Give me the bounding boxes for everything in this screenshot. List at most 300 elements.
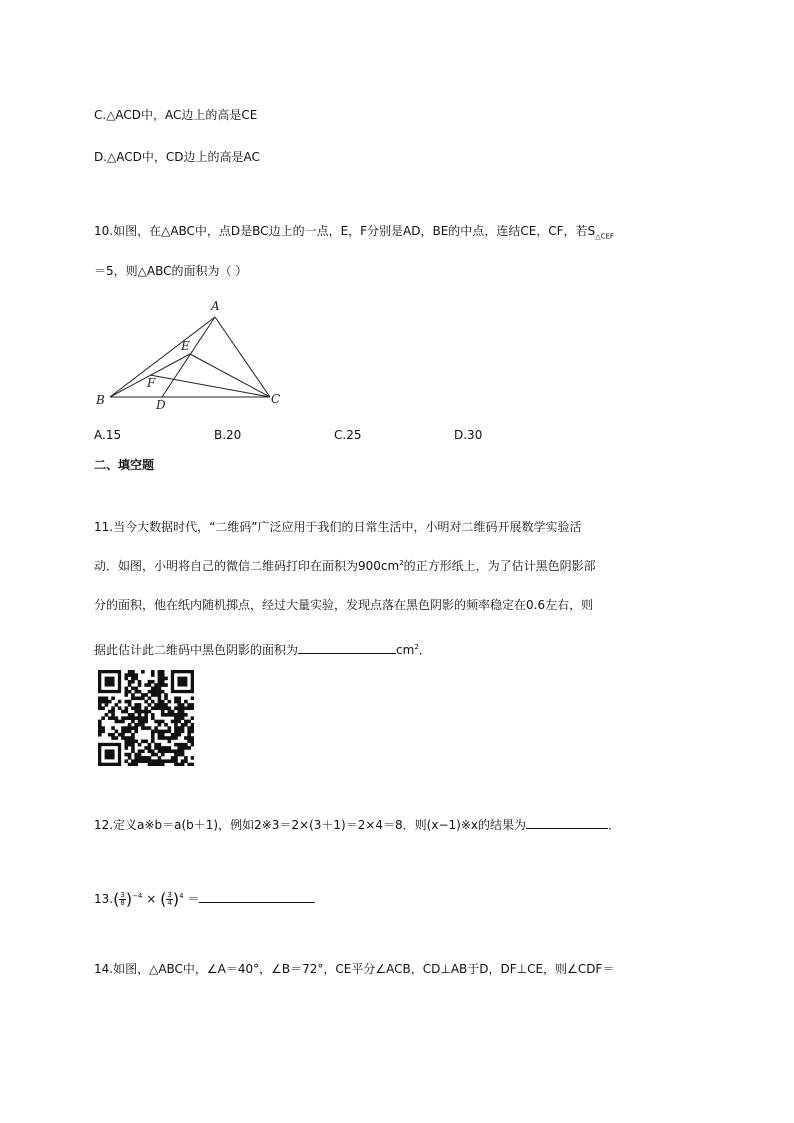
qr-module	[144, 756, 148, 760]
qr-module	[164, 703, 168, 707]
qr-module	[148, 680, 152, 684]
qr-module	[151, 763, 155, 766]
qr-module	[174, 759, 178, 763]
qr-module	[141, 696, 145, 700]
qr-module	[131, 687, 135, 691]
qr-module	[134, 677, 138, 681]
qr-module	[181, 723, 185, 727]
qr-module	[171, 756, 175, 760]
qr-module	[191, 730, 194, 734]
qr-module	[138, 749, 142, 753]
qr-module	[98, 703, 102, 707]
qr-module	[131, 696, 135, 700]
qr-module	[124, 753, 128, 757]
qr-module	[151, 733, 155, 737]
qr-module	[191, 726, 194, 730]
q14-line: 14.如图，△ABC中，∠A＝40°，∠B＝72°，CE平分∠ACB，CD⊥AB于D，DF⊥CE，则∠CDF＝	[94, 962, 615, 976]
qr-module	[168, 736, 172, 740]
option-d: D.△ACD中，CD边上的高是AC	[94, 150, 260, 164]
qr-module	[164, 723, 168, 727]
qr-module	[181, 706, 185, 710]
qr-module	[131, 733, 135, 737]
qr-module	[111, 696, 115, 700]
qr-module	[161, 710, 165, 714]
qr-module	[161, 700, 165, 704]
qr-module	[111, 716, 115, 720]
qr-module	[181, 749, 185, 753]
qr-module	[134, 703, 138, 707]
qr-module	[174, 726, 178, 730]
qr-module	[118, 733, 122, 737]
qr-module	[128, 703, 132, 707]
qr-module	[134, 673, 138, 677]
qr-module	[164, 730, 168, 734]
qr-module	[128, 670, 132, 674]
qr-module	[101, 700, 105, 704]
qr-module	[138, 716, 142, 720]
qr-code-image	[98, 670, 194, 766]
qr-module	[158, 693, 162, 697]
qr-module	[174, 753, 178, 757]
qr-module	[98, 700, 102, 704]
qr-module	[158, 763, 162, 766]
qr-module	[141, 759, 145, 763]
qr-module	[184, 723, 188, 727]
left-paren: (	[160, 889, 167, 909]
qr-module	[138, 713, 142, 717]
qr-module	[101, 696, 105, 700]
qr-module	[144, 740, 148, 744]
qr-module	[161, 673, 165, 677]
qr-module	[131, 740, 135, 744]
q13-line	[94, 887, 315, 909]
qr-module	[158, 680, 162, 684]
qr-module	[128, 753, 132, 757]
q10-line1	[94, 222, 614, 245]
exponent-1: −4	[132, 892, 143, 900]
qr-module	[161, 677, 165, 681]
qr-module	[181, 753, 185, 757]
qr-module	[154, 693, 158, 697]
qr-module	[187, 720, 191, 724]
qr-module	[134, 716, 138, 720]
qr-module	[151, 670, 155, 674]
qr-module	[177, 703, 181, 707]
segment-cf	[150, 375, 270, 397]
qr-module	[148, 690, 152, 694]
qr-module	[115, 730, 119, 734]
q13-prefix: 13.	[94, 892, 114, 906]
qr-module	[161, 730, 165, 734]
q11-line2-b: 的正方形纸上，为了估计黑色阴影部	[403, 559, 596, 573]
qr-module	[151, 700, 155, 704]
qr-module	[174, 696, 178, 700]
qr-module	[154, 703, 158, 707]
qr-module	[184, 736, 188, 740]
qr-finder-pattern	[105, 749, 115, 759]
qr-module	[138, 720, 142, 724]
qr-module	[98, 720, 102, 724]
qr-module	[124, 740, 128, 744]
qr-module	[141, 716, 145, 720]
q10-line2: ＝5，则△ABC的面积为（ ）	[94, 264, 248, 278]
qr-module	[124, 673, 128, 677]
qr-module	[191, 743, 194, 747]
qr-module	[168, 740, 172, 744]
qr-module	[128, 730, 132, 734]
qr-module	[158, 677, 162, 681]
qr-module	[187, 706, 191, 710]
qr-module	[138, 753, 142, 757]
qr-module	[128, 736, 132, 740]
qr-module	[184, 756, 188, 760]
qr-module	[131, 693, 135, 697]
q10-choice-a: A.15	[94, 428, 122, 442]
qr-module	[124, 726, 128, 730]
qr-module	[131, 726, 135, 730]
qr-module	[154, 763, 158, 766]
qr-module	[141, 740, 145, 744]
qr-module	[158, 696, 162, 700]
qr-module	[108, 700, 112, 704]
qr-module	[134, 696, 138, 700]
qr-module	[131, 759, 135, 763]
fraction-1-denominator: 8	[120, 899, 125, 907]
q11-line2-a: 动．如图，小明将自己的微信二维码打印在面积为900cm	[94, 559, 400, 573]
qr-module	[128, 673, 132, 677]
qr-module	[191, 740, 194, 744]
qr-module	[115, 703, 119, 707]
exponent-2: 4	[179, 892, 184, 900]
qr-module	[187, 726, 191, 730]
qr-module	[141, 723, 145, 727]
qr-module	[115, 736, 119, 740]
triangle-figure	[94, 296, 294, 416]
qr-module	[154, 690, 158, 694]
qr-module	[177, 726, 181, 730]
qr-module	[161, 746, 165, 750]
qr-module	[154, 730, 158, 734]
qr-module	[174, 720, 178, 724]
qr-module	[177, 696, 181, 700]
qr-module	[121, 730, 125, 734]
q12-text: 12.定义a※b＝a(b＋1)，例如2※3＝2×(3＋1)＝2×4＝8．则(x−1)※x的结果为	[94, 818, 526, 832]
qr-module	[181, 746, 185, 750]
qr-module	[144, 726, 148, 730]
qr-module	[141, 756, 145, 760]
qr-module	[108, 710, 112, 714]
qr-module	[144, 746, 148, 750]
qr-module	[108, 733, 112, 737]
qr-module	[184, 759, 188, 763]
qr-module	[148, 683, 152, 687]
segment-ac	[215, 317, 270, 397]
qr-module	[161, 706, 165, 710]
qr-module	[181, 726, 185, 730]
q11-line3: 分的面积，他在纸内随机掷点，经过大量实验，发现点落在黑色阴影的频率稳定在0.6左右，则	[94, 598, 594, 612]
q11-unit: cm	[396, 643, 415, 657]
qr-module	[131, 716, 135, 720]
qr-module	[131, 677, 135, 681]
qr-module	[177, 753, 181, 757]
qr-module	[148, 696, 152, 700]
qr-module	[161, 703, 165, 707]
qr-module	[177, 749, 181, 753]
qr-module	[181, 763, 185, 766]
qr-module	[161, 736, 165, 740]
qr-module	[177, 743, 181, 747]
qr-module	[144, 716, 148, 720]
qr-module	[98, 723, 102, 727]
qr-module	[158, 706, 162, 710]
qr-module	[148, 746, 152, 750]
qr-module	[191, 706, 194, 710]
qr-module	[151, 716, 155, 720]
qr-module	[184, 706, 188, 710]
qr-module	[161, 680, 165, 684]
qr-module	[124, 677, 128, 681]
qr-module	[158, 736, 162, 740]
qr-module	[174, 763, 178, 766]
qr-module	[158, 683, 162, 687]
qr-module	[124, 687, 128, 691]
qr-module	[121, 710, 125, 714]
q10-choice-c: C.25	[334, 428, 362, 442]
qr-finder-pattern	[177, 677, 187, 687]
qr-module	[184, 746, 188, 750]
qr-module	[98, 733, 102, 737]
qr-module	[181, 703, 185, 707]
qr-module	[151, 693, 155, 697]
qr-module	[134, 690, 138, 694]
qr-module	[141, 670, 145, 674]
qr-module	[164, 713, 168, 717]
times-sign: ×	[146, 892, 157, 906]
qr-module	[105, 696, 109, 700]
qr-module	[138, 690, 142, 694]
qr-module	[171, 749, 175, 753]
qr-module	[181, 743, 185, 747]
qr-module	[148, 756, 152, 760]
qr-module	[128, 743, 132, 747]
q11-line2-sup: 2	[399, 559, 404, 567]
qr-module	[108, 716, 112, 720]
qr-module	[144, 759, 148, 763]
qr-module	[144, 683, 148, 687]
label-c: C	[271, 392, 281, 406]
qr-module	[138, 743, 142, 747]
qr-module	[161, 753, 165, 757]
qr-module	[164, 677, 168, 681]
q12-line	[94, 816, 620, 834]
qr-module	[164, 683, 168, 687]
qr-module	[151, 730, 155, 734]
qr-module	[134, 706, 138, 710]
q13-answer-blank[interactable]	[199, 890, 315, 903]
qr-module	[174, 716, 178, 720]
qr-module	[98, 730, 102, 734]
q10-choice-b: B.20	[214, 428, 242, 442]
qr-module	[187, 763, 191, 766]
qr-module	[138, 706, 142, 710]
qr-module	[151, 749, 155, 753]
q11-answer-blank[interactable]	[298, 641, 396, 654]
label-b: B	[96, 393, 105, 407]
qr-module	[138, 703, 142, 707]
qr-module	[164, 746, 168, 750]
qr-module	[144, 700, 148, 704]
qr-module	[134, 759, 138, 763]
qr-module	[177, 730, 181, 734]
qr-module	[134, 740, 138, 744]
qr-module	[98, 706, 102, 710]
qr-module	[181, 759, 185, 763]
section-title: 二、填空题	[94, 458, 155, 472]
qr-module	[158, 673, 162, 677]
qr-module	[171, 733, 175, 737]
qr-module	[138, 710, 142, 714]
qr-module	[138, 696, 142, 700]
qr-module	[158, 720, 162, 724]
qr-module	[191, 703, 194, 707]
qr-module	[154, 687, 158, 691]
qr-module	[177, 700, 181, 704]
q12-answer-blank[interactable]	[526, 816, 608, 829]
qr-module	[184, 743, 188, 747]
qr-module	[134, 756, 138, 760]
qr-module	[181, 716, 185, 720]
qr-module	[131, 763, 135, 766]
qr-module	[151, 736, 155, 740]
fraction-2-numerator: 3	[167, 891, 172, 899]
right-paren: )	[172, 889, 180, 909]
qr-module	[131, 706, 135, 710]
qr-module	[148, 759, 152, 763]
qr-module	[171, 759, 175, 763]
qr-module	[154, 759, 158, 763]
qr-module	[148, 710, 152, 714]
qr-module	[158, 687, 162, 691]
qr-module	[124, 759, 128, 763]
qr-module	[191, 736, 194, 740]
qr-module	[187, 730, 191, 734]
qr-module	[131, 736, 135, 740]
qr-module	[101, 706, 105, 710]
qr-module	[131, 746, 135, 750]
equals-sign: ＝	[187, 892, 200, 906]
qr-module	[174, 733, 178, 737]
qr-module	[174, 700, 178, 704]
qr-module	[161, 749, 165, 753]
qr-module	[118, 700, 122, 704]
qr-module	[161, 759, 165, 763]
qr-module	[134, 763, 138, 766]
qr-module	[158, 746, 162, 750]
qr-module	[168, 706, 172, 710]
qr-module	[177, 763, 181, 766]
qr-module	[148, 749, 152, 753]
qr-module	[158, 749, 162, 753]
qr-module	[151, 673, 155, 677]
qr-module	[187, 703, 191, 707]
qr-module	[151, 687, 155, 691]
qr-module	[134, 723, 138, 727]
qr-module	[171, 736, 175, 740]
qr-module	[174, 736, 178, 740]
qr-module	[101, 716, 105, 720]
qr-module	[187, 736, 191, 740]
qr-module	[174, 730, 178, 734]
qr-module	[154, 743, 158, 747]
qr-module	[158, 723, 162, 727]
option-c: C.△ACD中，AC边上的高是CE	[94, 108, 258, 122]
qr-module	[154, 720, 158, 724]
qr-module	[168, 726, 172, 730]
qr-module	[158, 733, 162, 737]
qr-module	[191, 696, 194, 700]
qr-module	[181, 710, 185, 714]
qr-module	[131, 743, 135, 747]
qr-module	[128, 713, 132, 717]
qr-module	[174, 723, 178, 727]
qr-module	[154, 753, 158, 757]
qr-module	[164, 759, 168, 763]
qr-module	[138, 683, 142, 687]
qr-module	[121, 736, 125, 740]
q11-line1: 11.当今大数据时代，“二维码”广泛应用于我们的日常生活中，小明对二维码开展数学实验活	[94, 520, 582, 534]
qr-module	[134, 687, 138, 691]
qr-module	[168, 700, 172, 704]
qr-module	[98, 726, 102, 730]
qr-module	[128, 690, 132, 694]
qr-module	[144, 713, 148, 717]
qr-module	[168, 710, 172, 714]
qr-module	[174, 756, 178, 760]
qr-module	[138, 756, 142, 760]
qr-module	[134, 726, 138, 730]
qr-module	[141, 720, 145, 724]
qr-module	[138, 759, 142, 763]
qr-module	[158, 743, 162, 747]
segment-ce	[190, 354, 270, 397]
qr-module	[161, 690, 165, 694]
qr-module	[141, 710, 145, 714]
label-a: A	[211, 299, 220, 313]
q10-subscript: △CEF	[595, 232, 614, 241]
qr-module	[171, 710, 175, 714]
segment-ab	[110, 317, 215, 397]
label-f: F	[147, 376, 156, 390]
qr-module	[154, 706, 158, 710]
qr-module	[128, 716, 132, 720]
qr-finder-pattern	[105, 677, 115, 687]
qr-module	[121, 720, 125, 724]
qr-module	[134, 753, 138, 757]
qr-module	[148, 726, 152, 730]
qr-module	[177, 733, 181, 737]
qr-module	[128, 726, 132, 730]
qr-module	[124, 716, 128, 720]
qr-module	[171, 713, 175, 717]
qr-module	[171, 720, 175, 724]
qr-module	[144, 710, 148, 714]
qr-module	[161, 670, 165, 674]
qr-module	[151, 680, 155, 684]
q11-line4-text: 据此估计此二维码中黑色阴影的面积为	[94, 643, 299, 657]
qr-module	[101, 726, 105, 730]
q11-line4	[94, 638, 431, 659]
qr-module	[158, 690, 162, 694]
